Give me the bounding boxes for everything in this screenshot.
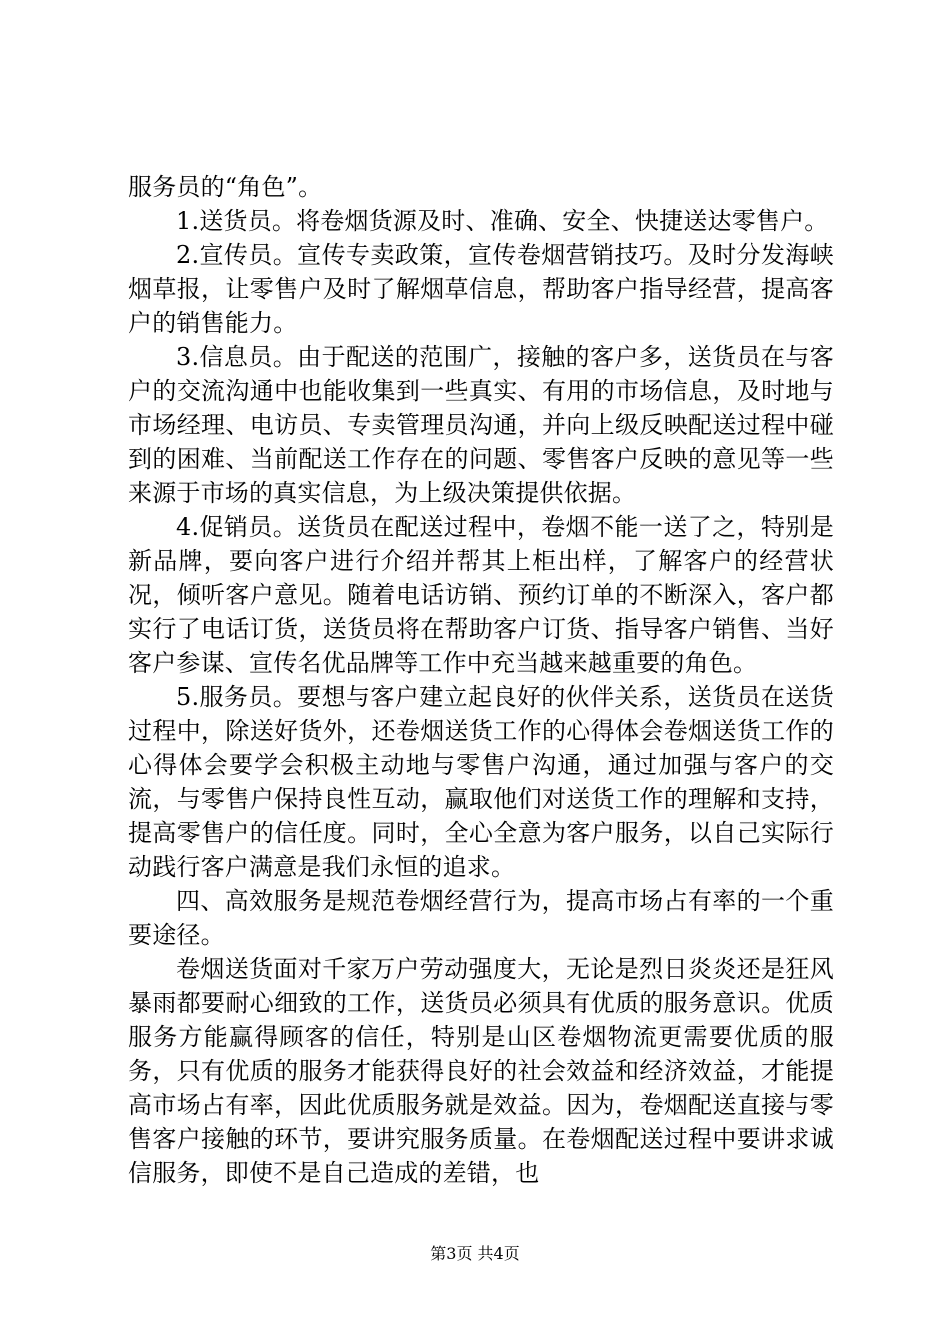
paragraph-2: 1.送货员。将卷烟货源及时、准确、安全、快捷送达零售户。 — [176, 207, 829, 235]
paragraph-5: 4.促销员。送货员在配送过程中，卷烟不能一送了之，特别是新品牌，要向客户进行介绍并帮其上柜出样，了解客户的经营状况，倾听客户意见。随着电话访销、预约订单的不断深入，客户都实行了电话订货，送货员将在帮助客户订货、指导客户销售、当好客户参谋、宣传名优品牌等工作中充当越来越重要的角色。 — [128, 513, 834, 677]
paragraph-1: 服务员的“角色”。 — [128, 173, 323, 201]
paragraph-8: 卷烟送货面对千家万户劳动强度大，无论是烈日炎炎还是狂风暴雨都要耐心细致的工作，送货员必须具有优质的服务意识。优质服务方能赢得顾客的信任，特别是山区卷烟物流更需要优质的服务，只有优质的服务才能获得良好的社会效益和经济效益，才能提高市场占有率，因此优质服务就是效益。因为，卷烟配送直接与零售客户接触的环节，要讲究服务质量。在卷烟配送过程中要讲求诚信服务，即使不是自己造成的差错，也 — [128, 955, 834, 1187]
paragraph-4: 3.信息员。由于配送的范围广，接触的客户多，送货员在与客户的交流沟通中也能收集到一些真实、有用的市场信息，及时地与市场经理、电访员、专卖管理员沟通，并向上级反映配送过程中碰到的困难、当前配送工作存在的问题、零售客户反映的意见等一些来源于市场的真实信息，为上级决策提供依据。 — [128, 343, 834, 507]
paragraph-6: 5.服务员。要想与客户建立起良好的伙伴关系，送货员在送货过程中，除送好货外，还卷烟送货工作的心得体会卷烟送货工作的心得体会要学会积极主动地与零售户沟通，通过加强与客户的交流，与零售户保持良性互动，赢取他们对送货工作的理解和支持，提高零售户的信任度。同时，全心全意为客户服务，以自己实际行动践行客户满意是我们永恒的追求。 — [128, 683, 834, 881]
paragraph-3: 2.宣传员。宣传专卖政策，宣传卷烟营销技巧。及时分发海峡烟草报，让零售户及时了解烟草信息，帮助客户指导经营，提高客户的销售能力。 — [128, 241, 834, 337]
page-number-footer: 第3页 共4页 — [430, 1244, 520, 1263]
paragraph-7: 四、高效服务是规范卷烟经营行为，提高市场占有率的一个重要途径。 — [128, 887, 834, 949]
document-body — [128, 170, 834, 1190]
